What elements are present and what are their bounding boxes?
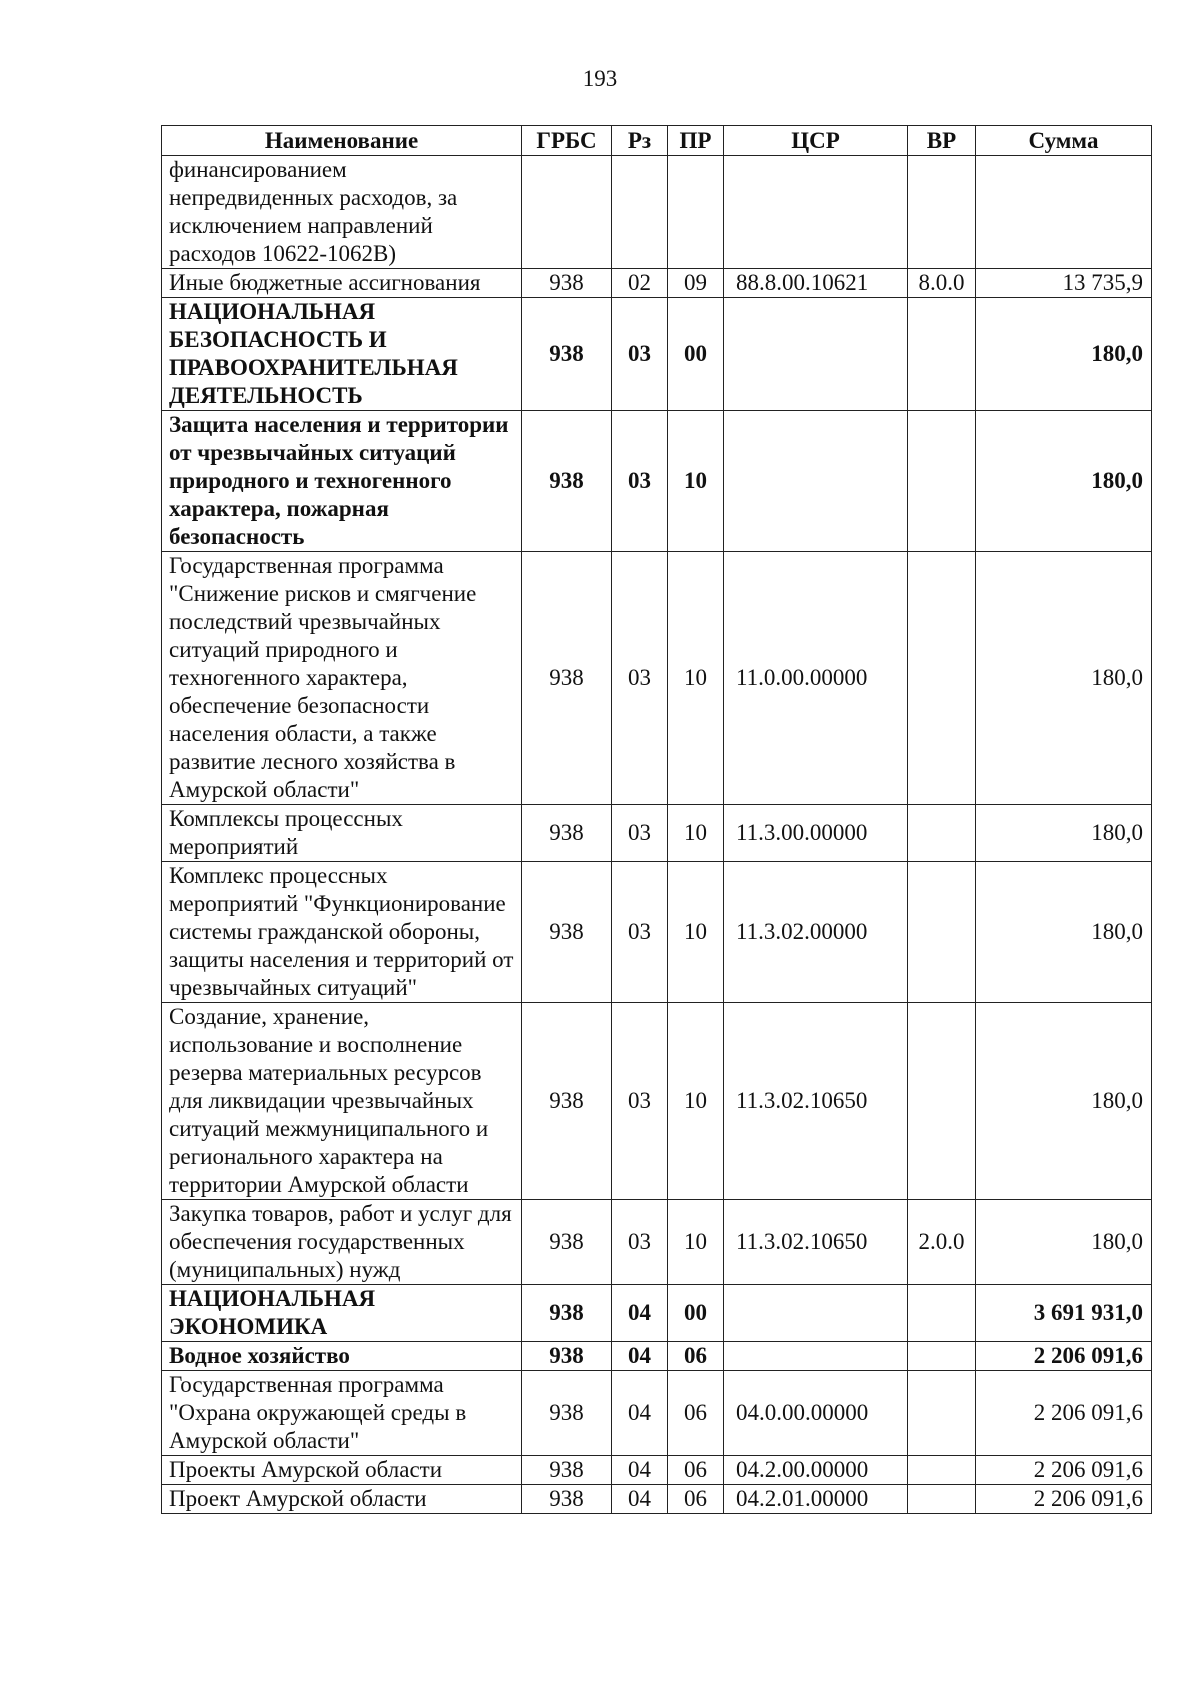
cell-sum: 180,0 bbox=[976, 411, 1152, 552]
cell-vr: 2.0.0 bbox=[908, 1200, 976, 1285]
cell-grbs: 938 bbox=[522, 298, 612, 411]
cell-rz: 03 bbox=[612, 862, 668, 1003]
table-row bbox=[162, 1003, 1152, 1200]
cell-name: Создание, хранение, использование и восполнение резерва материальных ресурсов для ликвидации чрезвычайных ситуаций межмуниципального и регионального характера на территории Амурской области bbox=[162, 1003, 522, 1200]
cell-vr bbox=[908, 1371, 976, 1456]
cell-sum: 13 735,9 bbox=[976, 269, 1152, 298]
cell-pr: 00 bbox=[668, 298, 724, 411]
cell-rz: 04 bbox=[612, 1342, 668, 1371]
cell-sum: 180,0 bbox=[976, 298, 1152, 411]
cell-pr: 06 bbox=[668, 1456, 724, 1485]
cell-pr: 10 bbox=[668, 411, 724, 552]
cell-grbs: 938 bbox=[522, 805, 612, 862]
column-header-sum: Сумма bbox=[976, 126, 1152, 156]
column-header-csr: ЦСР bbox=[724, 126, 908, 156]
cell-csr: 04.2.00.00000 bbox=[724, 1456, 908, 1485]
cell-csr bbox=[724, 1285, 908, 1342]
cell-csr: 11.3.02.00000 bbox=[724, 862, 908, 1003]
cell-vr bbox=[908, 1285, 976, 1342]
cell-name: Проекты Амурской области bbox=[162, 1456, 522, 1485]
cell-rz: 04 bbox=[612, 1285, 668, 1342]
cell-grbs: 938 bbox=[522, 862, 612, 1003]
table-row bbox=[162, 1342, 1152, 1371]
cell-grbs: 938 bbox=[522, 1285, 612, 1342]
table-row bbox=[162, 805, 1152, 862]
cell-csr: 11.3.02.10650 bbox=[724, 1003, 908, 1200]
table-body bbox=[162, 156, 1152, 1514]
cell-csr: 04.0.00.00000 bbox=[724, 1371, 908, 1456]
cell-sum: 2 206 091,6 bbox=[976, 1371, 1152, 1456]
cell-csr bbox=[724, 1342, 908, 1371]
column-header-grbs: ГРБС bbox=[522, 126, 612, 156]
cell-name: НАЦИОНАЛЬНАЯ БЕЗОПАСНОСТЬ И ПРАВООХРАНИТЕЛЬНАЯ ДЕЯТЕЛЬНОСТЬ bbox=[162, 298, 522, 411]
table-row bbox=[162, 552, 1152, 805]
cell-name: Закупка товаров, работ и услуг для обеспечения государственных (муниципальных) нужд bbox=[162, 1200, 522, 1285]
table-row bbox=[162, 862, 1152, 1003]
cell-rz: 04 bbox=[612, 1485, 668, 1514]
cell-csr bbox=[724, 156, 908, 269]
cell-name: Комплекс процессных мероприятий "Функционирование системы гражданской обороны, защиты населения и территорий от чрезвычайных ситуаций" bbox=[162, 862, 522, 1003]
cell-grbs: 938 bbox=[522, 269, 612, 298]
cell-name: Комплексы процессных мероприятий bbox=[162, 805, 522, 862]
cell-sum: 180,0 bbox=[976, 552, 1152, 805]
cell-pr: 10 bbox=[668, 1200, 724, 1285]
cell-pr: 00 bbox=[668, 1285, 724, 1342]
cell-name: финансированием непредвиденных расходов, за исключением направлений расходов 10622-1062В) bbox=[162, 156, 522, 269]
cell-pr: 10 bbox=[668, 1003, 724, 1200]
cell-sum: 180,0 bbox=[976, 1003, 1152, 1200]
cell-vr bbox=[908, 1003, 976, 1200]
table-header-row bbox=[162, 126, 1152, 156]
cell-grbs: 938 bbox=[522, 552, 612, 805]
cell-sum: 180,0 bbox=[976, 805, 1152, 862]
table-row bbox=[162, 156, 1152, 269]
cell-rz: 04 bbox=[612, 1371, 668, 1456]
page-number: 193 bbox=[582, 66, 618, 91]
cell-rz: 03 bbox=[612, 298, 668, 411]
cell-pr: 06 bbox=[668, 1342, 724, 1371]
table-row bbox=[162, 411, 1152, 552]
table-row bbox=[162, 1285, 1152, 1342]
cell-name: Проект Амурской области bbox=[162, 1485, 522, 1514]
cell-vr bbox=[908, 862, 976, 1003]
cell-pr: 10 bbox=[668, 552, 724, 805]
cell-sum: 3 691 931,0 bbox=[976, 1285, 1152, 1342]
cell-grbs: 938 bbox=[522, 1003, 612, 1200]
table-row bbox=[162, 269, 1152, 298]
cell-rz: 02 bbox=[612, 269, 668, 298]
cell-pr: 06 bbox=[668, 1485, 724, 1514]
cell-grbs: 938 bbox=[522, 1200, 612, 1285]
cell-csr bbox=[724, 411, 908, 552]
cell-rz: 03 bbox=[612, 552, 668, 805]
table-row bbox=[162, 1456, 1152, 1485]
cell-vr bbox=[908, 805, 976, 862]
cell-csr: 11.3.00.00000 bbox=[724, 805, 908, 862]
cell-pr: 10 bbox=[668, 862, 724, 1003]
table-row bbox=[162, 1485, 1152, 1514]
cell-rz bbox=[612, 156, 668, 269]
cell-csr: 11.0.00.00000 bbox=[724, 552, 908, 805]
cell-rz: 03 bbox=[612, 805, 668, 862]
table-row bbox=[162, 298, 1152, 411]
cell-csr: 11.3.02.10650 bbox=[724, 1200, 908, 1285]
cell-rz: 03 bbox=[612, 411, 668, 552]
cell-grbs: 938 bbox=[522, 1456, 612, 1485]
cell-rz: 04 bbox=[612, 1456, 668, 1485]
column-header-vr: ВР bbox=[908, 126, 976, 156]
cell-csr: 88.8.00.10621 bbox=[724, 269, 908, 298]
cell-grbs: 938 bbox=[522, 411, 612, 552]
cell-vr: 8.0.0 bbox=[908, 269, 976, 298]
cell-vr bbox=[908, 156, 976, 269]
cell-sum: 2 206 091,6 bbox=[976, 1342, 1152, 1371]
cell-grbs: 938 bbox=[522, 1342, 612, 1371]
cell-pr: 09 bbox=[668, 269, 724, 298]
cell-pr bbox=[668, 156, 724, 269]
cell-grbs: 938 bbox=[522, 1371, 612, 1456]
cell-vr bbox=[908, 298, 976, 411]
cell-rz: 03 bbox=[612, 1003, 668, 1200]
column-header-name: Наименование bbox=[162, 126, 522, 156]
cell-pr: 10 bbox=[668, 805, 724, 862]
cell-csr bbox=[724, 298, 908, 411]
cell-sum: 180,0 bbox=[976, 1200, 1152, 1285]
table-row bbox=[162, 1200, 1152, 1285]
cell-vr bbox=[908, 1485, 976, 1514]
cell-name: Водное хозяйство bbox=[162, 1342, 522, 1371]
cell-pr: 06 bbox=[668, 1371, 724, 1456]
cell-sum bbox=[976, 156, 1152, 269]
column-header-rz: Рз bbox=[612, 126, 668, 156]
budget-table bbox=[161, 125, 1152, 1514]
cell-sum: 180,0 bbox=[976, 862, 1152, 1003]
cell-name: НАЦИОНАЛЬНАЯ ЭКОНОМИКА bbox=[162, 1285, 522, 1342]
cell-sum: 2 206 091,6 bbox=[976, 1456, 1152, 1485]
cell-name: Государственная программа "Снижение рисков и смягчение последствий чрезвычайных ситуаций природного и техногенного характера, обеспечение безопасности населения области, а также развитие лесного хозяйства в Амурской области" bbox=[162, 552, 522, 805]
cell-name: Иные бюджетные ассигнования bbox=[162, 269, 522, 298]
cell-vr bbox=[908, 411, 976, 552]
cell-grbs: 938 bbox=[522, 1485, 612, 1514]
cell-vr bbox=[908, 1342, 976, 1371]
cell-sum: 2 206 091,6 bbox=[976, 1485, 1152, 1514]
cell-rz: 03 bbox=[612, 1200, 668, 1285]
cell-vr bbox=[908, 552, 976, 805]
cell-csr: 04.2.01.00000 bbox=[724, 1485, 908, 1514]
cell-name: Государственная программа "Охрана окружающей среды в Амурской области" bbox=[162, 1371, 522, 1456]
cell-name: Защита населения и территории от чрезвычайных ситуаций природного и техногенного характера, пожарная безопасность bbox=[162, 411, 522, 552]
table-row bbox=[162, 1371, 1152, 1456]
cell-grbs bbox=[522, 156, 612, 269]
cell-vr bbox=[908, 1456, 976, 1485]
column-header-pr: ПР bbox=[668, 126, 724, 156]
